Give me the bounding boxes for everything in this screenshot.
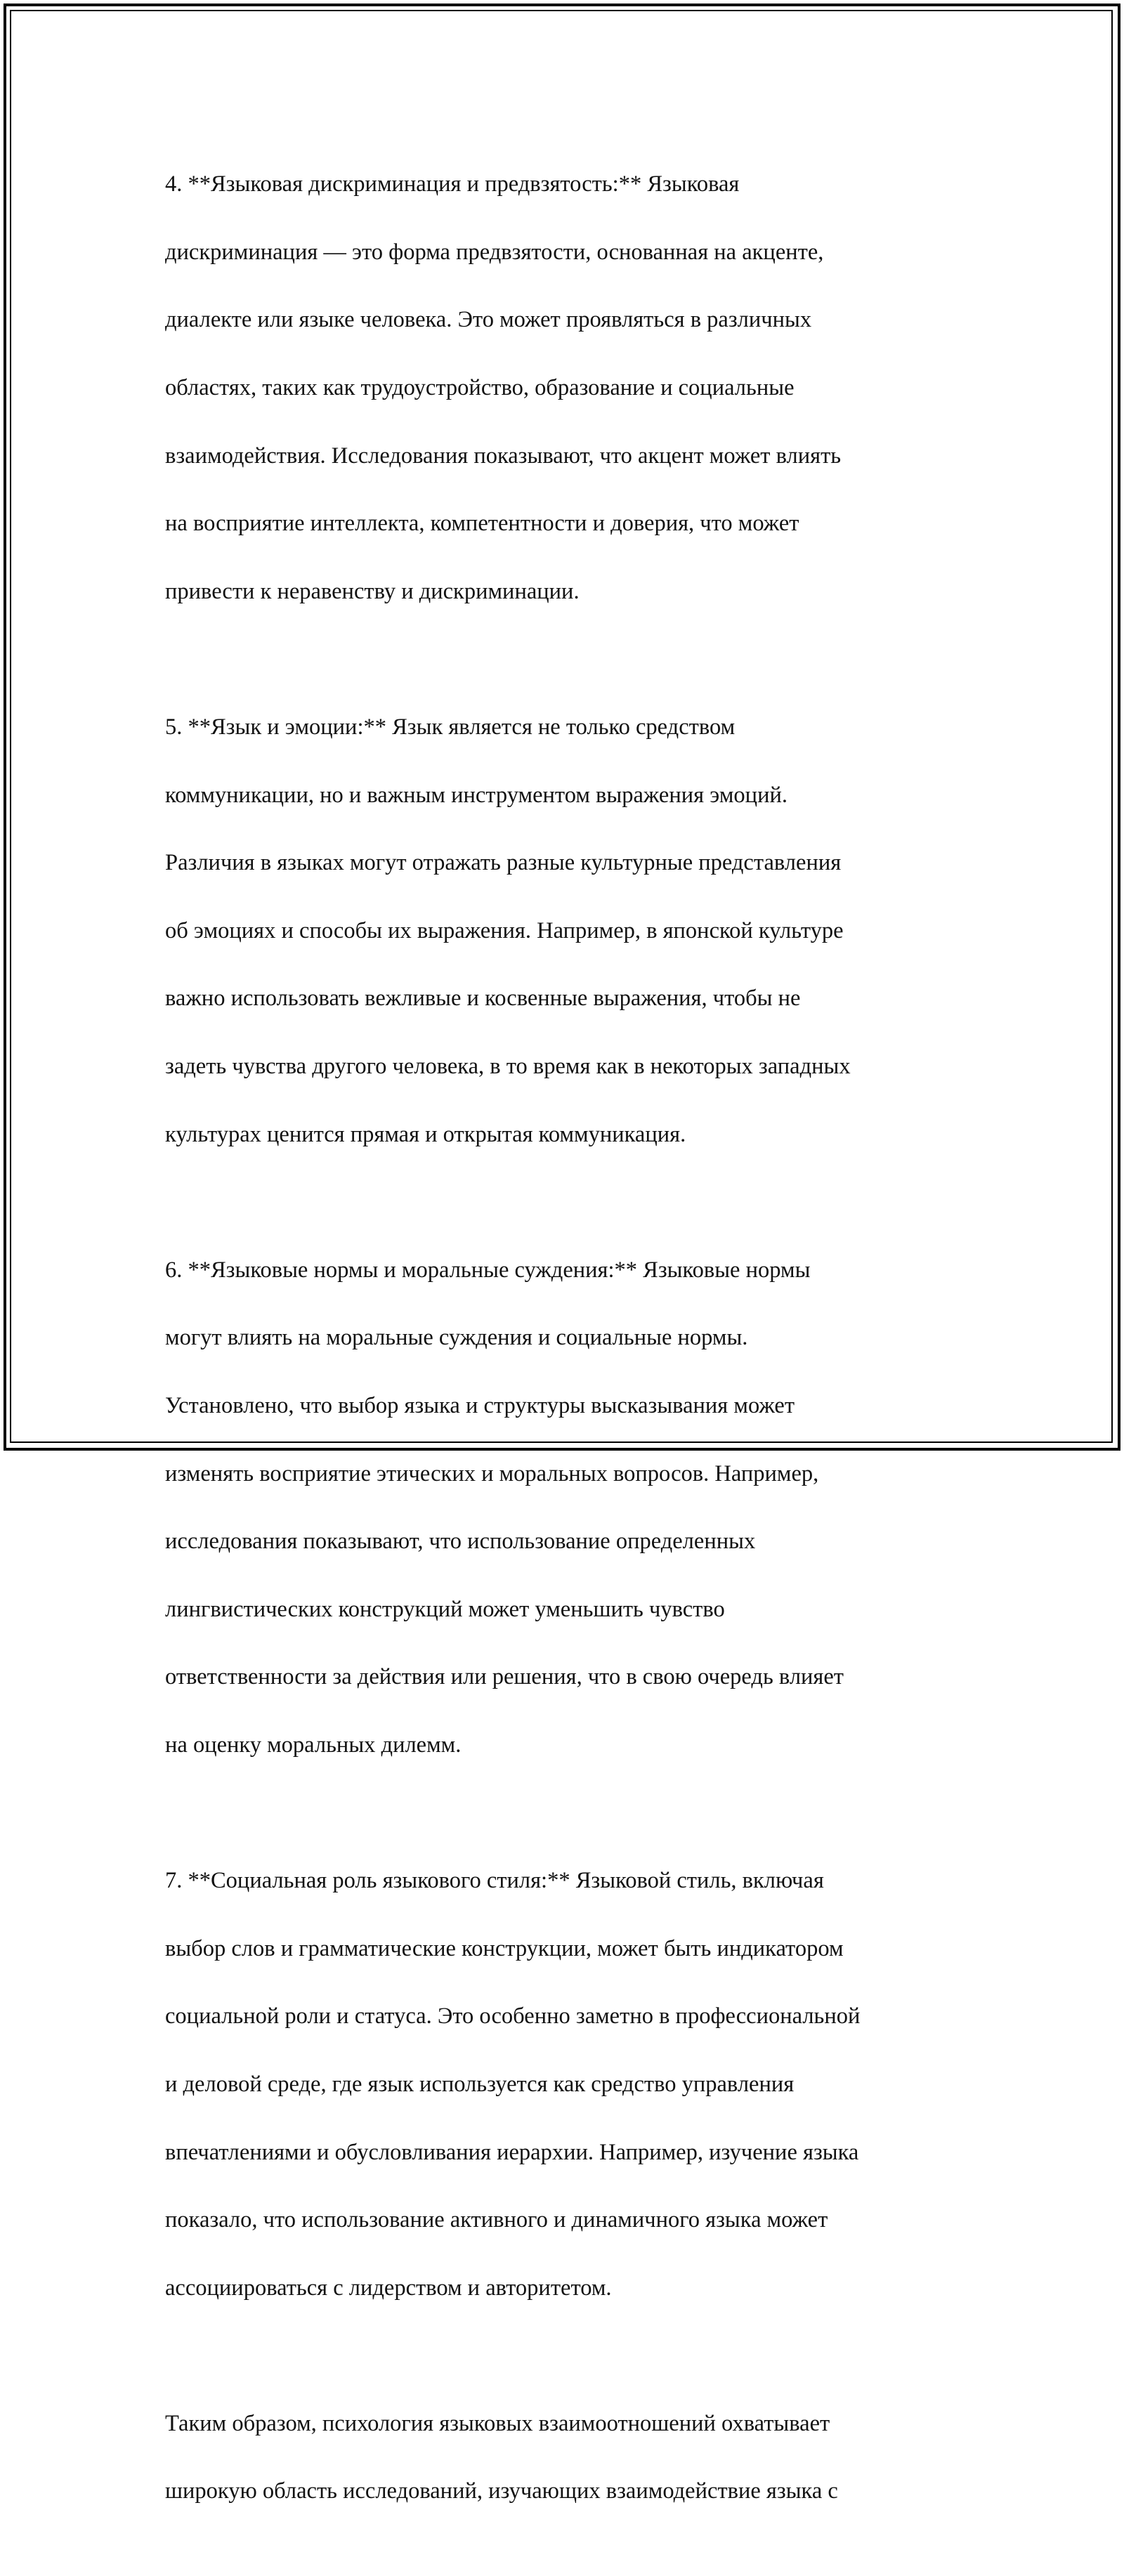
text-line: 5. **Язык и эмоции:** Язык является не только средством (165, 714, 736, 740)
text-line: Установлено, что выбор языка и структуры высказывания может (165, 1392, 795, 1418)
text-line: коммуникации, но и важным инструментом выражения эмоций. (165, 782, 788, 808)
text-line: областях, таких как трудоустройство, образование и социальные (165, 375, 795, 401)
text-line: лингвистических конструкций может уменьшить чувство (165, 1596, 725, 1622)
text-line: важно использовать вежливые и косвенные выражения, чтобы не (165, 986, 801, 1012)
text-line: взаимодействия. Исследования показывают, что акцент может влиять (165, 443, 842, 469)
text-line: культурах ценится прямая и открытая коммуникация. (165, 1121, 686, 1147)
text-line: ассоциироваться с лидерством и авторитетом. (165, 2275, 612, 2301)
text-line: на восприятие интеллекта, компетентности и доверия, что может (165, 511, 799, 537)
paragraph-7-social-role-of-style (165, 1830, 966, 2339)
text-line: Таким образом, психология языковых взаимоотношений охватывает (165, 2410, 830, 2436)
text-line: 7. **Социальная роль языкового стиля:** Языковой стиль, включая (165, 1868, 824, 1894)
text-line: социальной роли и статуса. Это особенно заметно в профессиональной (165, 2003, 861, 2029)
text-line: исследования показывают, что использование определенных (165, 1529, 756, 1555)
document-body (165, 133, 966, 2576)
text-line: 6. **Языковые нормы и моральные суждения:** Языковые нормы (165, 1257, 811, 1283)
text-line: дискриминация — это форма предвзятости, основанная на акценте, (165, 239, 824, 265)
text-line: задеть чувства другого человека, в то время как в некоторых западных (165, 1054, 851, 1080)
text-line: Различия в языках могут отражать разные культурные представления (165, 850, 842, 876)
text-line: могут влиять на моральные суждения и социальные нормы. (165, 1325, 748, 1351)
text-line: диалекте или языке человека. Это может проявляться в различных (165, 307, 812, 333)
text-line: впечатлениями и обусловливания иерархии. Например, изучение языка (165, 2139, 859, 2165)
text-line: широкую область исследований, изучающих взаимодействие языка с (165, 2478, 838, 2504)
text-line: и деловой среде, где язык используется как средство управления (165, 2071, 795, 2097)
paragraph-6-language-norms-and-morals (165, 1220, 966, 1796)
text-line: об эмоциях и способы их выражения. Например, в японской культуре (165, 917, 844, 943)
text-line: выбор слов и грамматические конструкции, может быть индикатором (165, 1935, 844, 1961)
text-line: изменять восприятие этических и моральных вопросов. Например, (165, 1460, 819, 1486)
paragraph-5-language-and-emotions (165, 676, 966, 1185)
text-line: на оценку моральных дилемм. (165, 1732, 462, 1758)
text-line: 4. **Языковая дискриминация и предвзятость:** Языковая (165, 171, 740, 197)
text-line: ответственности за действия или решения, что в свою очередь влияет (165, 1664, 844, 1690)
text-line: показало, что использование активного и динамичного языка может (165, 2207, 828, 2233)
paragraph-4-language-discrimination (165, 133, 966, 642)
paragraph-conclusion (165, 2373, 966, 2542)
text-line: привести к неравенству и дискриминации. (165, 578, 580, 604)
